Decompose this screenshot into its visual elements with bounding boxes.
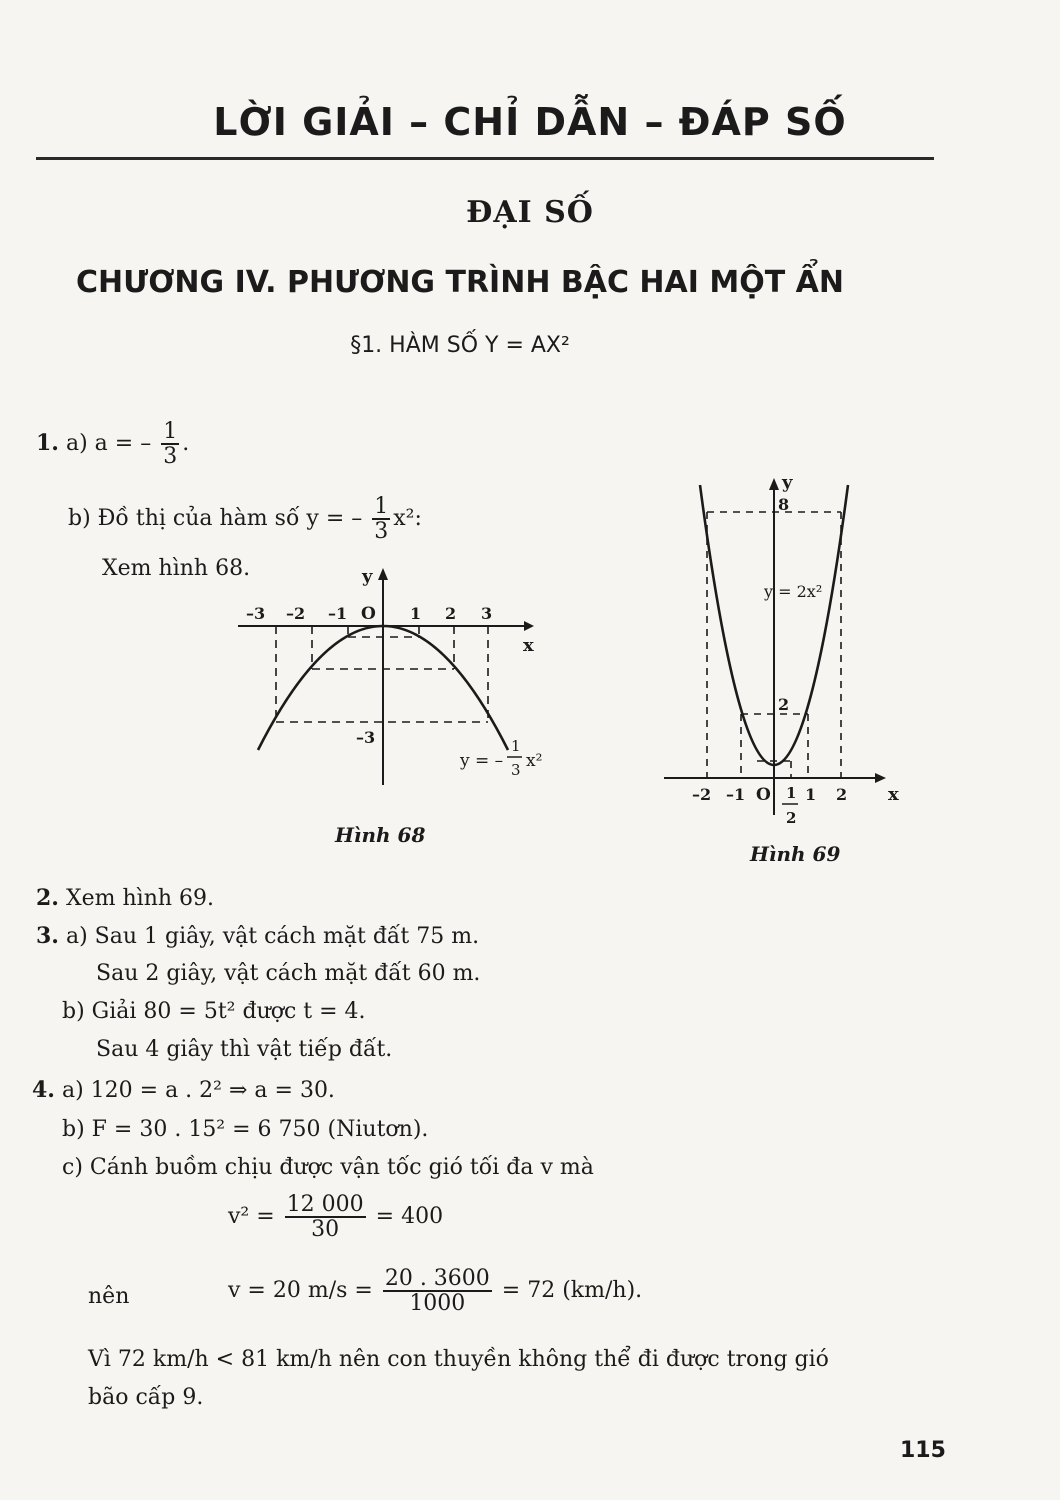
curve-label: y = – bbox=[460, 751, 504, 771]
tick-y-8: 8 bbox=[778, 495, 790, 514]
tick-x-2: 2 bbox=[445, 604, 457, 623]
main-title: LỜI GIẢI – CHỈ DẪN – ĐÁP SỐ bbox=[213, 100, 847, 144]
exercise-3-b1: b) Giải 80 = 5t² được t = 4. bbox=[62, 999, 366, 1024]
curve-label: y = 2x² bbox=[764, 582, 823, 601]
tick-x-1: 1 bbox=[805, 785, 817, 804]
curve-label-den: 3 bbox=[511, 761, 521, 779]
y-axis-label: y bbox=[782, 472, 793, 493]
x-arrow-icon bbox=[875, 773, 886, 783]
tick-x-neg1: –1 bbox=[328, 604, 348, 623]
origin-label: O bbox=[756, 785, 771, 805]
y-arrow-icon bbox=[378, 568, 388, 580]
conclusion-line-1: Vì 72 km/h < 81 km/h nên con thuyền không thể đi được trong gió bbox=[88, 1347, 829, 1372]
chapter-title: CHƯƠNG IV. PHƯƠNG TRÌNH BẬC HAI MỘT ẨN bbox=[76, 265, 844, 300]
x-axis-label: x bbox=[888, 784, 899, 805]
tick-x-neg1: –1 bbox=[726, 785, 746, 804]
exercise-1-a: 1. a) a = – $\frac{1}{3}$ . bbox=[36, 419, 190, 470]
tick-x-3: 3 bbox=[481, 604, 493, 623]
figure-69-caption: Hình 69 bbox=[750, 842, 841, 866]
tick-x-half-den: 2 bbox=[786, 809, 797, 827]
fraction-a: $\frac{1}{3}$ bbox=[163, 419, 178, 470]
exercise-3-a2: Sau 2 giây, vật cách mặt đất 60 m. bbox=[96, 961, 481, 986]
fraction-b: $\frac{1}{3}$ bbox=[374, 494, 389, 545]
tick-x-2: 2 bbox=[836, 785, 848, 804]
equation-v-squared: v² = $\frac{12 000}{30}$ = 400 bbox=[228, 1192, 444, 1243]
figure-68 bbox=[230, 560, 570, 860]
page-number: 115 bbox=[900, 1438, 946, 1463]
tick-x-neg2: –2 bbox=[286, 604, 306, 623]
see-figure-68: Xem hình 68. bbox=[102, 556, 251, 581]
exercise-4-a: 4. a) 120 = a . 2² ⇒ a = 30. bbox=[32, 1077, 335, 1103]
tick-x-1: 1 bbox=[410, 604, 422, 623]
origin-label: O bbox=[361, 604, 376, 624]
x-axis-label: x bbox=[523, 635, 534, 656]
tick-y-2: 2 bbox=[778, 695, 790, 714]
tick-x-half-num: 1 bbox=[786, 784, 797, 802]
section-title: §1. HÀM SỐ Y = AX² bbox=[350, 333, 570, 358]
curve-label-x2: x² bbox=[526, 751, 543, 771]
exercise-4-c: c) Cánh buồm chịu được vận tốc gió tối đa v mà bbox=[62, 1155, 594, 1180]
title-rule bbox=[36, 157, 934, 160]
figure-69 bbox=[660, 470, 920, 870]
exercise-1-b: b) Đồ thị của hàm số y = – $\frac{1}{3}$ x²: bbox=[68, 494, 422, 545]
figure-68-caption: Hình 68 bbox=[335, 823, 426, 847]
tick-x-neg2: –2 bbox=[692, 785, 712, 804]
curve-label-num: 1 bbox=[511, 737, 521, 755]
exercise-4-b: b) F = 30 . 15² = 6 750 (Niutơn). bbox=[62, 1117, 429, 1142]
equation-v-kmh: v = 20 m/s = $\frac{20 . 3600}{1000}$ = 72 (km/h). bbox=[228, 1266, 643, 1317]
x-arrow-icon bbox=[524, 621, 534, 631]
exercise-3-a1: 3. a) Sau 1 giây, vật cách mặt đất 75 m. bbox=[36, 923, 480, 949]
exercise-2: 2. Xem hình 69. bbox=[36, 885, 215, 911]
exercise-3-b2: Sau 4 giây thì vật tiếp đất. bbox=[96, 1037, 393, 1062]
y-axis-label: y bbox=[362, 566, 373, 587]
tick-y-neg3: –3 bbox=[356, 728, 376, 747]
part-title: ĐẠI SỐ bbox=[466, 195, 594, 230]
fraction-20x3600-1000: $\frac{20 . 3600}{1000}$ bbox=[384, 1266, 490, 1317]
fraction-12000-30: $\frac{12 000}{30}$ bbox=[286, 1192, 364, 1243]
tick-x-neg3: –3 bbox=[246, 604, 266, 623]
y-arrow-icon bbox=[769, 478, 779, 490]
conclusion-line-2: bão cấp 9. bbox=[88, 1385, 204, 1410]
word-nen: nên bbox=[88, 1284, 130, 1309]
